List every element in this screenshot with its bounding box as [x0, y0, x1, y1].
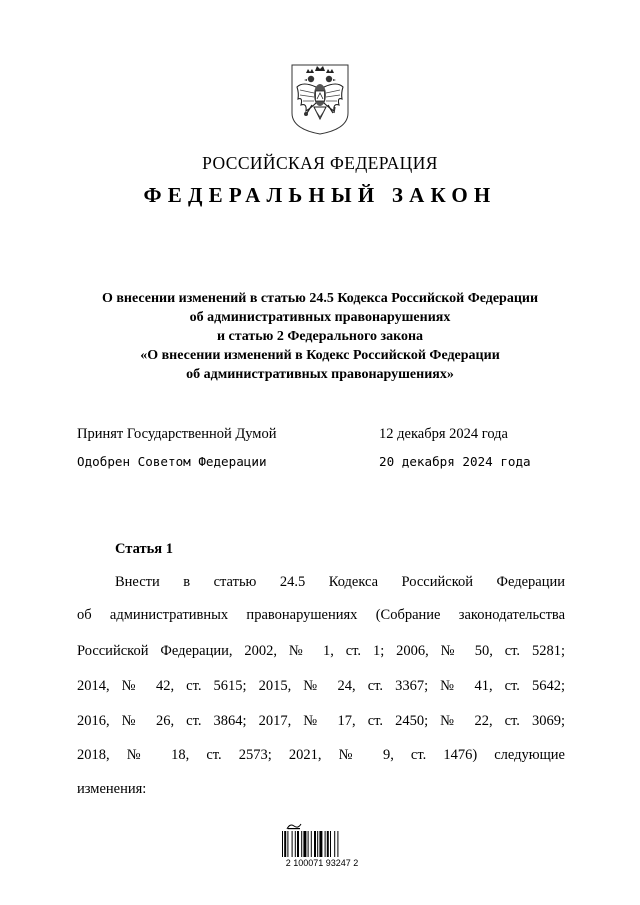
- article-text-line: изменения:: [77, 781, 147, 797]
- adoption-label: Принят Государственной Думой: [77, 426, 277, 442]
- law-title-line: О внесении изменений в статью 24.5 Кодекса Российской Федерации: [101, 291, 539, 306]
- article-text-line: Российской Федерации, 2002, № 1, ст. 1; 2006, № 50, ст. 5281;: [77, 643, 565, 659]
- printer-mark-icon: [286, 822, 302, 830]
- law-title: [40, 289, 600, 384]
- adoption-date: 20 декабря 2024 года: [379, 454, 531, 469]
- law-type-heading: ФЕДЕРАЛЬНЫЙ ЗАКОН: [143, 183, 497, 207]
- barcode: [280, 822, 364, 872]
- law-title-line: «О внесении изменений в Кодекс Российской Федерации: [140, 348, 500, 363]
- law-title-line: об административных правонарушениях: [189, 310, 451, 325]
- article-text-line: об административных правонарушениях (Собрание законодательства: [77, 607, 565, 623]
- article-text-line: 2014, № 42, ст. 5615; 2015, № 24, ст. 3367; № 41, ст. 5642;: [77, 678, 565, 694]
- article-text-line: 2016, № 26, ст. 3864; 2017, № 17, ст. 2450; № 22, ст. 3069;: [77, 713, 565, 729]
- barcode-bars-icon: [282, 831, 362, 857]
- article-text-line: 2018, № 18, ст. 2573; 2021, № 9, ст. 1476) следующие: [77, 747, 565, 763]
- article-text-line: Внести в статью 24.5 Кодекса Российской Федерации: [115, 574, 565, 590]
- law-title-line: и статью 2 Федерального закона: [216, 329, 424, 344]
- law-title-line: об административных правонарушениях»: [186, 367, 454, 382]
- barcode-number: 2 100071 93247 2: [285, 858, 359, 868]
- article-heading: Статья 1: [115, 541, 173, 557]
- adoption-label: Одобрен Советом Федерации: [77, 454, 267, 469]
- country-name: РОССИЙСКАЯ ФЕДЕРАЦИЯ: [202, 153, 438, 173]
- adoption-date: 12 декабря 2024 года: [379, 426, 508, 442]
- coat-of-arms-icon: [289, 63, 351, 136]
